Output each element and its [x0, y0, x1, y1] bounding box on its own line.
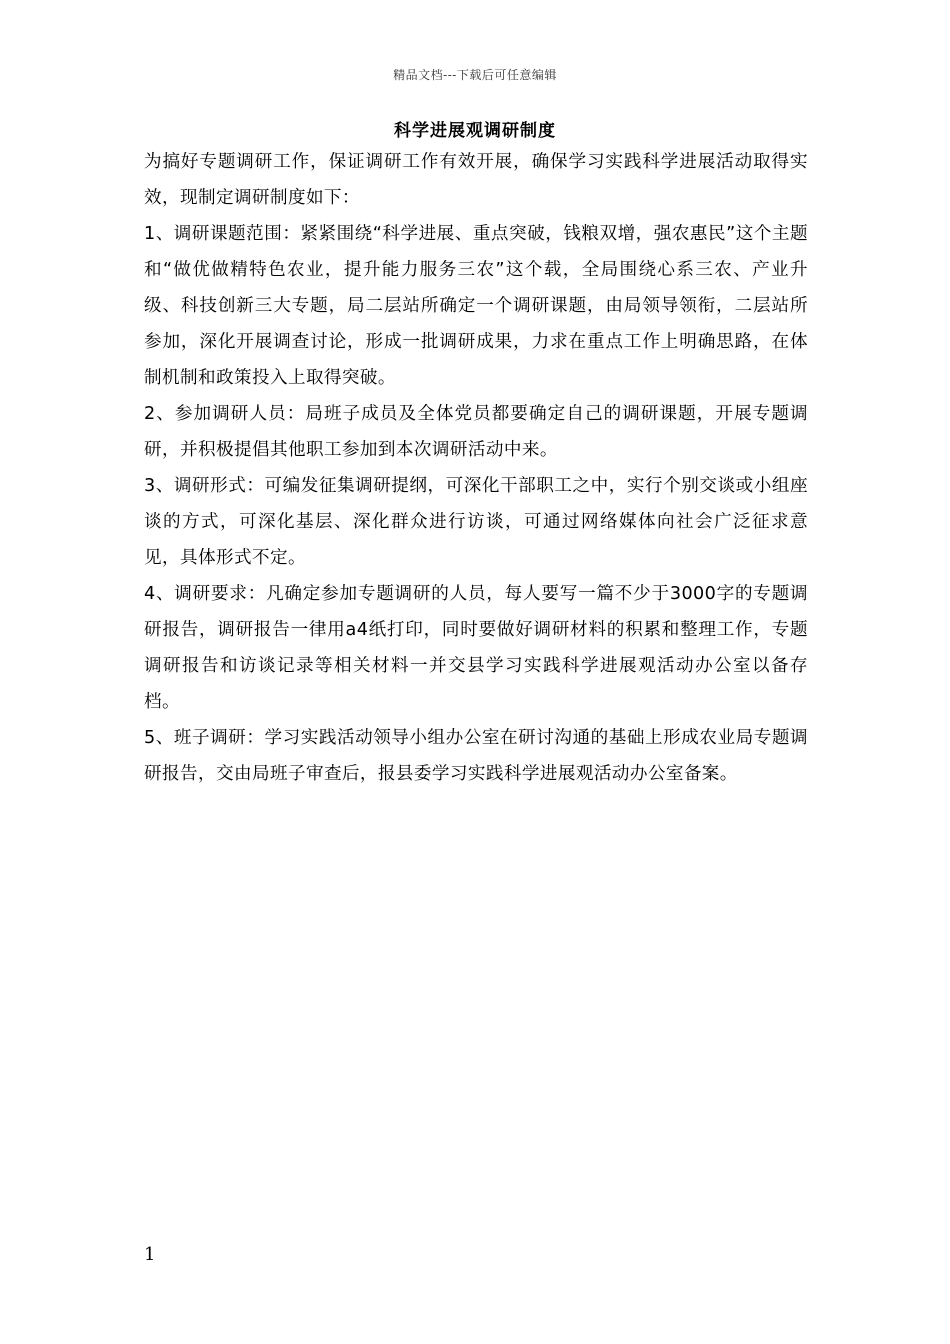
- paragraph-leadership-research: 5、班子调研：学习实践活动领导小组办公室在研讨沟通的基础上形成农业局专题调研报告，交由局班子审查后，报县委学习实践科学进展观活动办公室备案。: [144, 728, 808, 784]
- paragraph-research-scope: 1、调研课题范围：紧紧围绕“科学进展、重点突破，钱粮双增，强农惠民”这个主题和“做优做精特色农业，提升能力服务三农”这个载，全局围绕心系三农、产业升级、科技创新三大专题，局二层站所确定一个调研课题，由局领导领衔，二层站所参加，深化开展调查讨论，形成一批调研成果，力求在重点工作上明确思路，在体制机制和政策投入上取得突破。: [144, 224, 808, 388]
- paragraph-research-format: 3、调研形式：可编发征集调研提纲，可深化干部职工之中，实行个别交谈或小组座谈的方式，可深化基层、深化群众进行访谈，可通过网络媒体向社会广泛征求意见，具体形式不定。: [144, 476, 808, 568]
- page-number: 1: [144, 1244, 156, 1265]
- page-header-note: 精品文档---下载后可任意编辑: [393, 68, 557, 82]
- document-body: [144, 144, 808, 792]
- paragraph-research-requirements: 4、调研要求：凡确定参加专题调研的人员，每人要写一篇不少于3000字的专题调研报告，调研报告一律用a4纸打印，同时要做好调研材料的积累和整理工作，专题调研报告和访谈记录等相关材料一并交县学习实践科学进展观活动办公室以备存档。: [144, 584, 808, 712]
- paragraph-participants: 2、参加调研人员：局班子成员及全体党员都要确定自己的调研课题，开展专题调研，并积极提倡其他职工参加到本次调研活动中来。: [144, 404, 808, 460]
- intro-paragraph: 为搞好专题调研工作，保证调研工作有效开展，确保学习实践科学进展活动取得实效，现制定调研制度如下：: [144, 152, 808, 208]
- document-title: 科学进展观调研制度: [394, 121, 556, 141]
